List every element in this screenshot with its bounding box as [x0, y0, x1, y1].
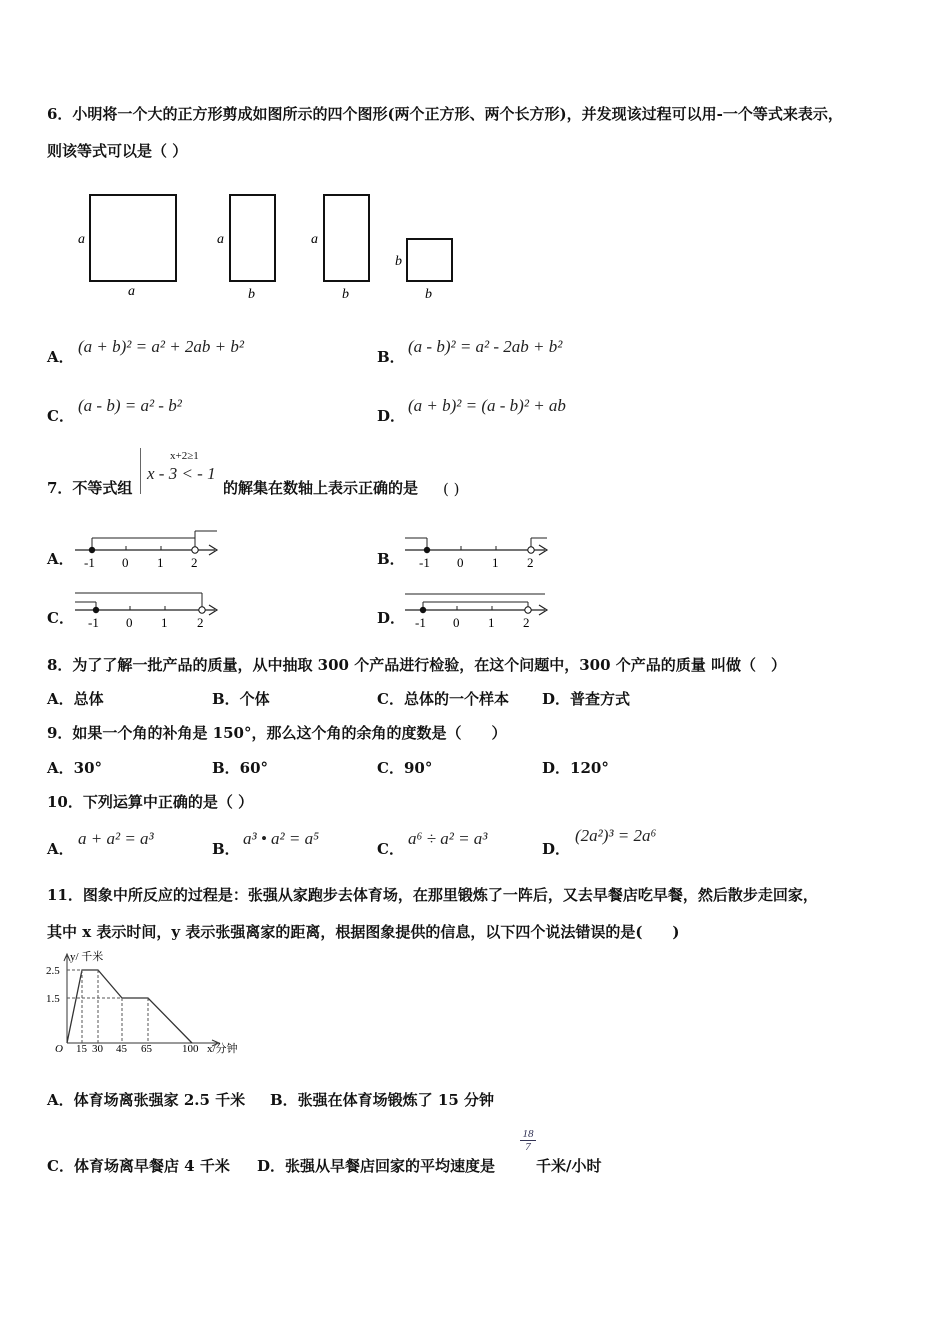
q10-option-b-formula: a³ • a² = a⁵ [243, 829, 320, 848]
svg-text:-1: -1 [419, 555, 430, 570]
q10-option-a-formula: a + a² = a³ [78, 829, 154, 848]
q7-system-bottom: x - 3 < - 1 [147, 464, 216, 483]
svg-text:2: 2 [527, 555, 534, 570]
q9-option-b: B．60° [212, 759, 269, 777]
svg-text:2: 2 [197, 615, 204, 630]
q10-option-c-label: C． [377, 840, 404, 858]
label-b: b [248, 287, 255, 302]
q9-text: 9．如果一个角的补角是 150°，那么这个角的余角的度数是（ ） [47, 724, 507, 742]
svg-text:-1: -1 [415, 615, 426, 630]
label-b: b [395, 254, 402, 269]
rectangle-1 [230, 195, 275, 281]
q7-option-a-label: A． [47, 550, 74, 568]
svg-text:1: 1 [161, 615, 168, 630]
q6-option-b-formula: (a - b)² = a² - 2ab + b² [408, 337, 563, 356]
q11-line2: 其中 x 表示时间，y 表示张强离家的距离，根据图象提供的信息，以下四个说法错误的是( ) [47, 923, 680, 941]
q7-suffix: 的解集在数轴上表示正确的是 [223, 479, 419, 497]
q6-option-d-label: D． [377, 407, 406, 425]
x-tick-15: 15 [76, 1043, 87, 1055]
x-tick-30: 30 [92, 1043, 103, 1055]
q8-option-c: C．总体的一个样本 [377, 690, 509, 708]
q10-text: 10．下列运算中正确的是（ ） [47, 793, 254, 811]
q7-number-line-d [402, 588, 562, 633]
small-square [407, 239, 452, 281]
large-square [90, 195, 176, 281]
q6-option-c-formula: (a - b) = a² - b² [78, 396, 182, 415]
q7-number-line-c [72, 588, 232, 633]
label-a: a [311, 232, 318, 247]
q11-line1: 11．图象中所反应的过程是：张强从家跑步去体育场，在那里锻炼了一阵后，又去早餐店吃早餐，然后散步走回家， [47, 886, 818, 904]
label-a: a [128, 284, 135, 299]
q7-system-top: x+2≥1 [170, 450, 199, 462]
svg-text:1: 1 [492, 555, 499, 570]
svg-text:2: 2 [523, 615, 530, 630]
speed-fraction [520, 1128, 536, 1153]
y-tick-2-5: 2.5 [46, 965, 60, 977]
q6-option-d-formula: (a + b)² = (a - b)² + ab [408, 396, 566, 415]
q6-option-a-formula: (a + b)² = a² + 2ab + b² [78, 337, 244, 356]
rectangle-2 [324, 195, 369, 281]
q7-option-b-label: B． [377, 550, 405, 568]
svg-text:0: 0 [122, 555, 129, 570]
label-a: a [78, 232, 85, 247]
q10-option-a-label: A． [47, 840, 74, 858]
q11-option-d: D．张强从早餐店回家的平均速度是 [257, 1157, 496, 1175]
svg-text:2: 2 [191, 555, 198, 570]
q7-number-line-a [72, 528, 232, 573]
svg-text:-1: -1 [88, 615, 99, 630]
q11-option-b: B．张强在体育场锻炼了 15 分钟 [270, 1091, 494, 1109]
q11-option-a: A．体育场离张强家 2.5 千米 [47, 1091, 246, 1109]
q10-option-b-label: B． [212, 840, 240, 858]
q11-distance-time-graph [42, 948, 257, 1060]
q9-option-c: C．90° [377, 759, 433, 777]
fraction-denominator: 7 [525, 1141, 531, 1153]
svg-text:0: 0 [453, 615, 460, 630]
svg-text:0: 0 [457, 555, 464, 570]
q6-line1: 6．小明将一个大的正方形剪成如图所示的四个图形(两个正方形、两个长方形)，并发现该过程可以用-一个等式来表示， [47, 105, 843, 123]
svg-text:1: 1 [157, 555, 164, 570]
q9-option-d: D．120° [542, 759, 609, 777]
q8-option-a: A．总体 [47, 690, 104, 708]
q10-option-c-formula: a⁶ ÷ a² = a³ [408, 829, 488, 848]
x-tick-100: 100 [182, 1043, 199, 1055]
q10-option-d-label: D． [542, 840, 571, 858]
q8-text: 8．为了了解一批产品的质量，从中抽取 300 个产品进行检验，在这个问题中，300 个产品的质量 叫做（ ） [47, 656, 786, 674]
label-a: a [217, 232, 224, 247]
svg-text:0: 0 [126, 615, 133, 630]
x-axis-label: x/分钟 [207, 1043, 238, 1055]
q6-option-a-label: A． [47, 348, 74, 366]
q7-number-line-b [402, 528, 562, 573]
q11-option-c: C．体育场离早餐店 4 千米 [47, 1157, 230, 1175]
x-tick-65: 65 [141, 1043, 152, 1055]
q6-option-b-label: B． [377, 348, 405, 366]
q7-option-d-label: D． [377, 609, 406, 627]
svg-text:1: 1 [488, 615, 495, 630]
label-b: b [425, 287, 432, 302]
journey-line [67, 970, 192, 1043]
y-tick-1-5: 1.5 [46, 993, 60, 1005]
q9-option-a: A．30° [47, 759, 103, 777]
fraction-numerator: 18 [520, 1128, 536, 1141]
y-axis-label: y/ 千米 [70, 951, 104, 963]
x-tick-45: 45 [116, 1043, 127, 1055]
q6-line2: 则该等式可以是（ ） [47, 142, 188, 160]
q11-unit: 千米/小时 [536, 1157, 602, 1175]
origin-label: O [55, 1043, 63, 1055]
q6-figure [70, 185, 470, 310]
label-b: b [342, 287, 349, 302]
svg-text:-1: -1 [84, 555, 95, 570]
q6-option-c-label: C． [47, 407, 74, 425]
q7-paren: ( ) [443, 480, 460, 498]
q7-prefix: 7．不等式组 [47, 479, 133, 497]
q10-option-d-formula: (2a²)³ = 2a⁶ [575, 826, 657, 845]
q7-option-c-label: C． [47, 609, 74, 627]
q8-option-b: B．个体 [212, 690, 270, 708]
q8-option-d: D．普查方式 [542, 690, 631, 708]
